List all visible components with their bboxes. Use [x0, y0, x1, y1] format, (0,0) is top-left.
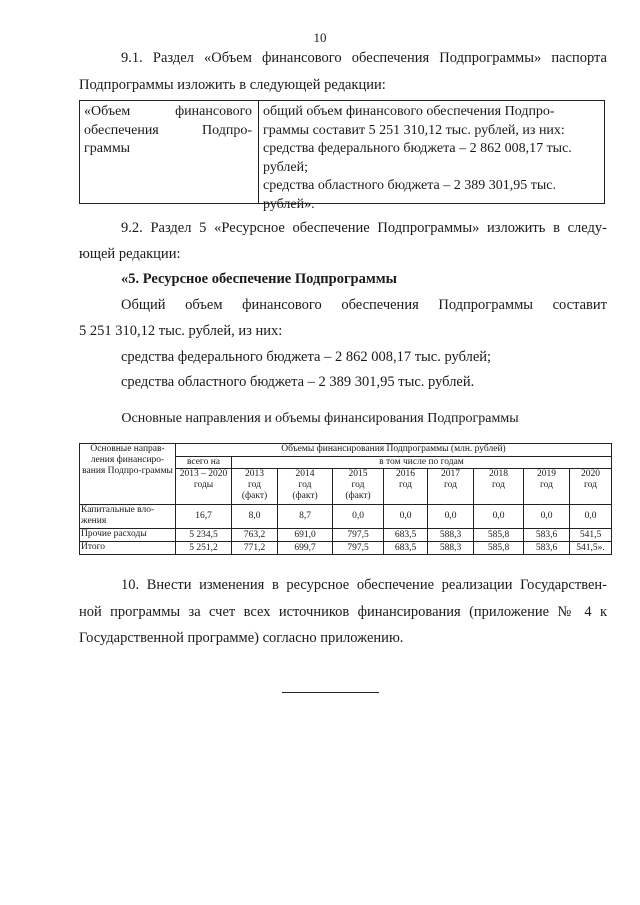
year-header-note: (факт) [241, 491, 268, 501]
year-header-year: 2015 [348, 469, 368, 479]
cell-value: 8,0 [232, 505, 278, 529]
year-header-note: (факт) [345, 491, 371, 501]
cell-value: 541,5». [570, 542, 612, 555]
cell-total: 16,7 [176, 505, 232, 529]
passport-table-divider [258, 101, 259, 203]
section-5-paragraph-line-2: 5 251 310,12 тыс. рублей, из них: [79, 323, 283, 339]
section-9-1-line-1: 9.1. Раздел «Объем финансового обеспечения Подпрограммы» паспорта [121, 50, 607, 66]
year-header [333, 469, 384, 505]
year-header-unit: год [584, 480, 597, 490]
cell-value: 8,7 [278, 505, 333, 529]
year-header-unit: год [540, 480, 553, 490]
year-header-year: 2013 [245, 469, 264, 479]
finance-header-by-year: в том числе по годам [232, 457, 612, 469]
end-divider-line [282, 692, 379, 693]
section-5-federal-funds: средства федерального бюджета – 2 862 008,17 тыс. рублей; [121, 349, 492, 365]
cell-value: 541,5 [570, 529, 612, 542]
year-header [524, 469, 570, 505]
row-label: Прочие расходы [80, 529, 176, 542]
cell-value: 588,3 [428, 529, 474, 542]
cell-value: 0,0 [474, 505, 524, 529]
cell-value: 771,2 [232, 542, 278, 555]
cell-value: 683,5 [384, 542, 428, 555]
section-10-line-2: ной программы за счет всех источников финансирования (приложение № 4 к [79, 604, 607, 620]
passport-right-line: общий объем финансового обеспечения Подпро- [263, 104, 555, 119]
year-header-year: 2018 [489, 469, 508, 479]
year-header-unit: год [399, 480, 412, 490]
year-header [278, 469, 333, 505]
year-header-unit: год [351, 480, 365, 490]
cell-value: 583,6 [524, 529, 570, 542]
row-label: Итого [80, 542, 176, 555]
year-header-unit: год [444, 480, 457, 490]
section-5-paragraph-line-1: Общий объем финансового обеспечения Подпрограммы составит [121, 297, 607, 313]
section-10-line-1: 10. Внести изменения в ресурсное обеспечение реализации Государствен- [121, 577, 607, 593]
passport-right-line: рублей». [263, 196, 315, 212]
year-header [384, 469, 428, 505]
passport-right-line: граммы составит 5 251 310,12 тыс. рублей, из них: [263, 122, 565, 138]
year-header [428, 469, 474, 505]
year-header-unit: год [492, 480, 505, 490]
section-9-2-line-2: ющей редакции: [79, 246, 181, 262]
table-row [80, 529, 612, 542]
cell-value: 0,0 [428, 505, 474, 529]
finance-table [79, 443, 612, 555]
cell-value: 797,5 [333, 542, 384, 555]
section-9-1-line-2: Подпрограммы изложить в следующей редакции: [79, 77, 386, 93]
finance-header-directions: Основные направ-ления финансиро-вания Подпро-граммы [80, 444, 176, 505]
section-10-line-3: Государственной программе) согласно приложению. [79, 630, 404, 646]
passport-left-line: обеспечения Подпро- [84, 122, 252, 138]
cell-total: 5 234,5 [176, 529, 232, 542]
finance-table-caption: Основные направления и объемы финансирования Подпрограммы [121, 411, 519, 426]
year-header-year: 2016 [396, 469, 415, 479]
cell-value: 585,8 [474, 529, 524, 542]
year-header-year: 2019 [537, 469, 556, 479]
cell-value: 583,6 [524, 542, 570, 555]
passport-right-line: средства федерального бюджета – 2 862 008,17 тыс. [263, 141, 572, 156]
cell-value: 0,0 [384, 505, 428, 529]
passport-left-line: граммы [84, 141, 131, 156]
finance-header-volumes: Объемы финансирования Подпрограммы (млн. рублей) [176, 444, 612, 457]
section-5-heading: «5. Ресурсное обеспечение Подпрограммы [121, 271, 397, 287]
cell-value: 0,0 [333, 505, 384, 529]
section-5-regional-funds: средства областного бюджета – 2 389 301,95 тыс. рублей. [121, 374, 475, 390]
section-9-2-line-1: 9.2. Раздел 5 «Ресурсное обеспечение Подпрограммы» изложить в следу- [121, 220, 607, 236]
year-header-year: 2020 [581, 469, 600, 479]
passport-left-line: «Объем финансового [84, 104, 252, 119]
table-row [80, 505, 612, 529]
cell-value: 683,5 [384, 529, 428, 542]
year-header-unit: год [248, 480, 261, 490]
finance-header-total: всего на [176, 457, 232, 469]
cell-value: 0,0 [524, 505, 570, 529]
year-header-note: (факт) [292, 491, 318, 501]
year-header [232, 469, 278, 505]
cell-value: 0,0 [570, 505, 612, 529]
cell-value: 699,7 [278, 542, 333, 555]
row-label: Капитальные вло-жения [80, 505, 176, 529]
cell-value: 797,5 [333, 529, 384, 542]
year-header-year: 2014 [295, 469, 315, 479]
year-header-year: 2017 [441, 469, 460, 479]
cell-value: 585,8 [474, 542, 524, 555]
year-header [570, 469, 612, 505]
cell-total: 5 251,2 [176, 542, 232, 555]
table-row [80, 542, 612, 555]
passport-table [79, 100, 605, 212]
cell-value: 588,3 [428, 542, 474, 555]
year-header-unit: год [298, 480, 312, 490]
passport-right-line: рублей; [263, 159, 308, 175]
page-number: 10 [313, 30, 327, 45]
cell-value: 763,2 [232, 529, 278, 542]
passport-table-left-cell [84, 103, 252, 159]
cell-value: 691,0 [278, 529, 333, 542]
passport-table-right-cell [263, 103, 601, 214]
finance-header-total-period: 2013 – 2020 годы [176, 469, 232, 505]
passport-right-line: средства областного бюджета – 2 389 301,95 тыс. [263, 178, 556, 193]
year-header [474, 469, 524, 505]
